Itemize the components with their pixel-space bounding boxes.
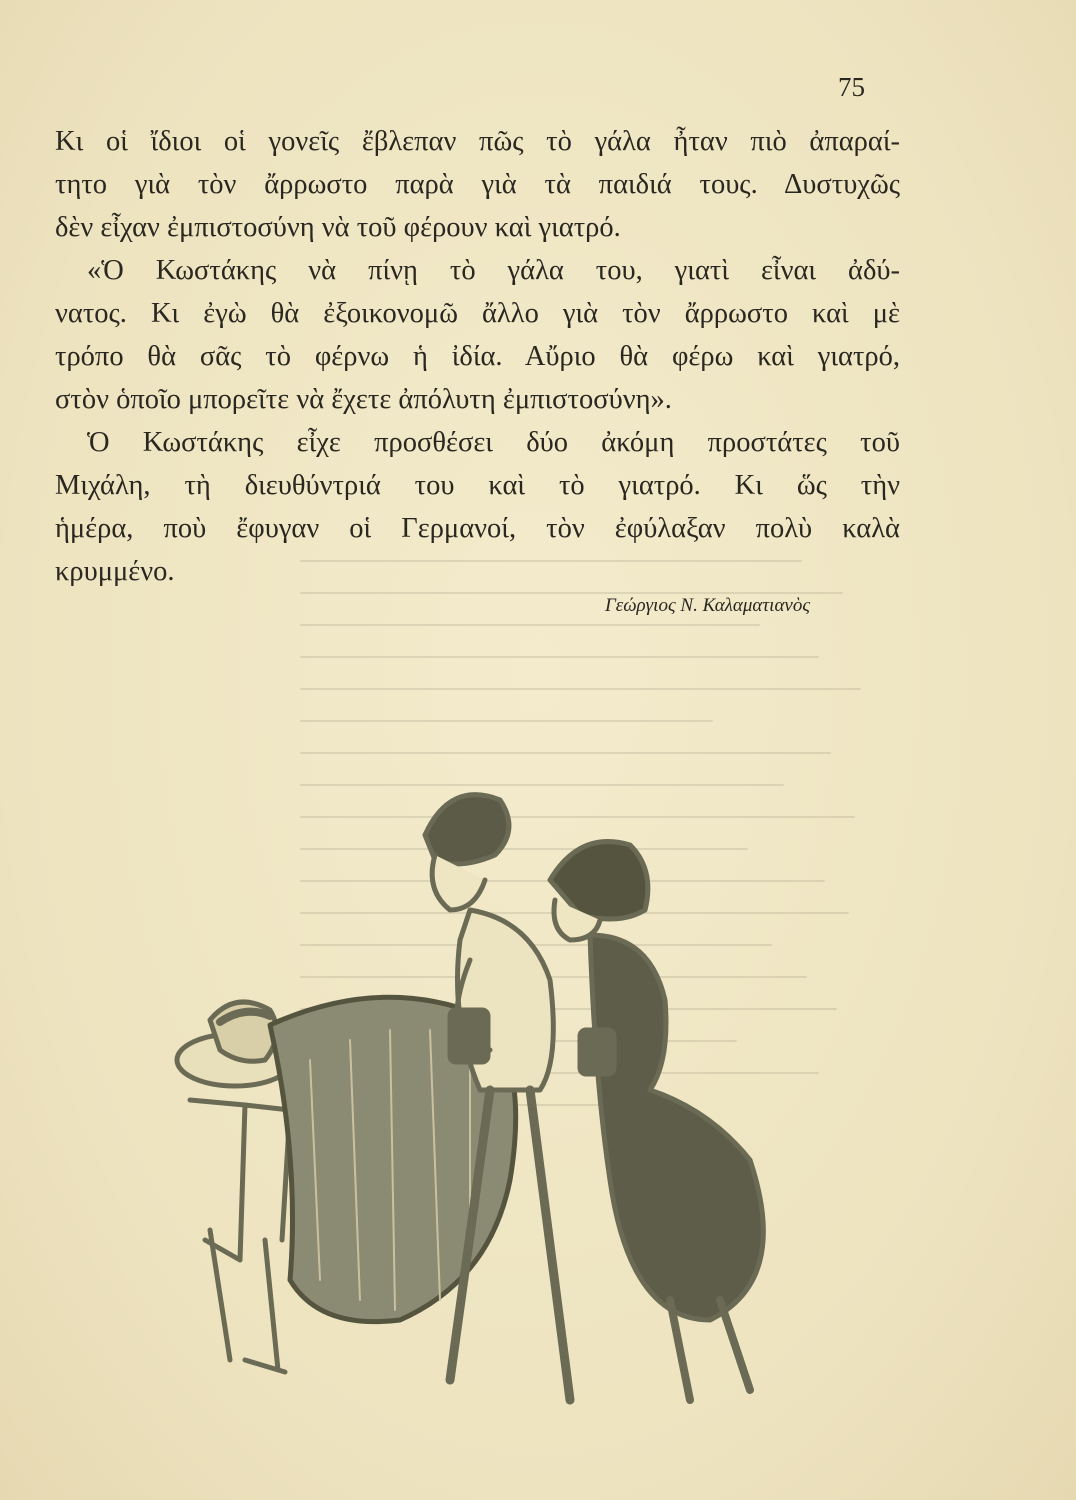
bed-frame	[190, 1100, 290, 1260]
text-line: ἡμέρα, ποὺ ἔφυγαν οἱ Γερμανοί, τὸν ἐφύλαξαν πολὺ καλὰ	[55, 513, 900, 544]
text-line: Μιχάλη, τὴ διευθύντριά του καὶ τὸ γιατρό. Κι ὥς τὴν	[55, 470, 900, 501]
text-line: νατος. Κι ἐγὼ θὰ ἐξοικονομῶ ἄλλο γιὰ τὸν ἄρρωστο καὶ μὲ	[55, 298, 900, 329]
boy-cup	[450, 1010, 488, 1062]
paragraph-1	[55, 120, 900, 249]
body-text	[55, 120, 900, 593]
text-line: κρυμμένο.	[55, 556, 175, 587]
text-line: στὸν ὁποῖο μπορεῖτε νὰ ἔχετε ἀπόλυτη ἐμπιστοσύνη».	[55, 384, 672, 415]
text-line: «Ὁ Κωστάκης νὰ πίνῃ τὸ γάλα του, γιατὶ εἶναι ἀδύ-	[87, 255, 900, 286]
text-line: τρόπο θὰ σᾶς τὸ φέρνω ἡ ἰδία. Αὔριο θὰ φέρω καὶ γιατρό,	[55, 341, 900, 372]
text-line: δὲν εἶχαν ἐμπιστοσύνη νὰ τοῦ φέρουν καὶ γιατρό.	[55, 212, 621, 243]
author-signature: Γεώργιος Ν. Καλαματιανὸς	[605, 595, 811, 616]
paragraph-2	[55, 249, 900, 421]
text-line: τητο γιὰ τὸν ἄρρωστο παρὰ γιὰ τὰ παιδιά τους. Δυστυχῶς	[55, 169, 900, 200]
paragraph-3	[55, 421, 900, 593]
girl-cup	[580, 1030, 614, 1074]
illustration-sickbed-scene	[150, 760, 910, 1420]
girl-figure	[550, 842, 763, 1400]
text-line: Ὁ Κωστάκης εἶχε προσθέσει δύο ἀκόμη προστάτες τοῦ	[87, 427, 900, 458]
boy-hair	[425, 795, 509, 864]
girl-dress	[590, 935, 763, 1320]
text-line: Κι οἱ ἴδιοι οἱ γονεῖς ἔβλεπαν πῶς τὸ γάλα ἦταν πιὸ ἀπαραί-	[55, 126, 900, 157]
page-number: 75	[838, 72, 865, 102]
